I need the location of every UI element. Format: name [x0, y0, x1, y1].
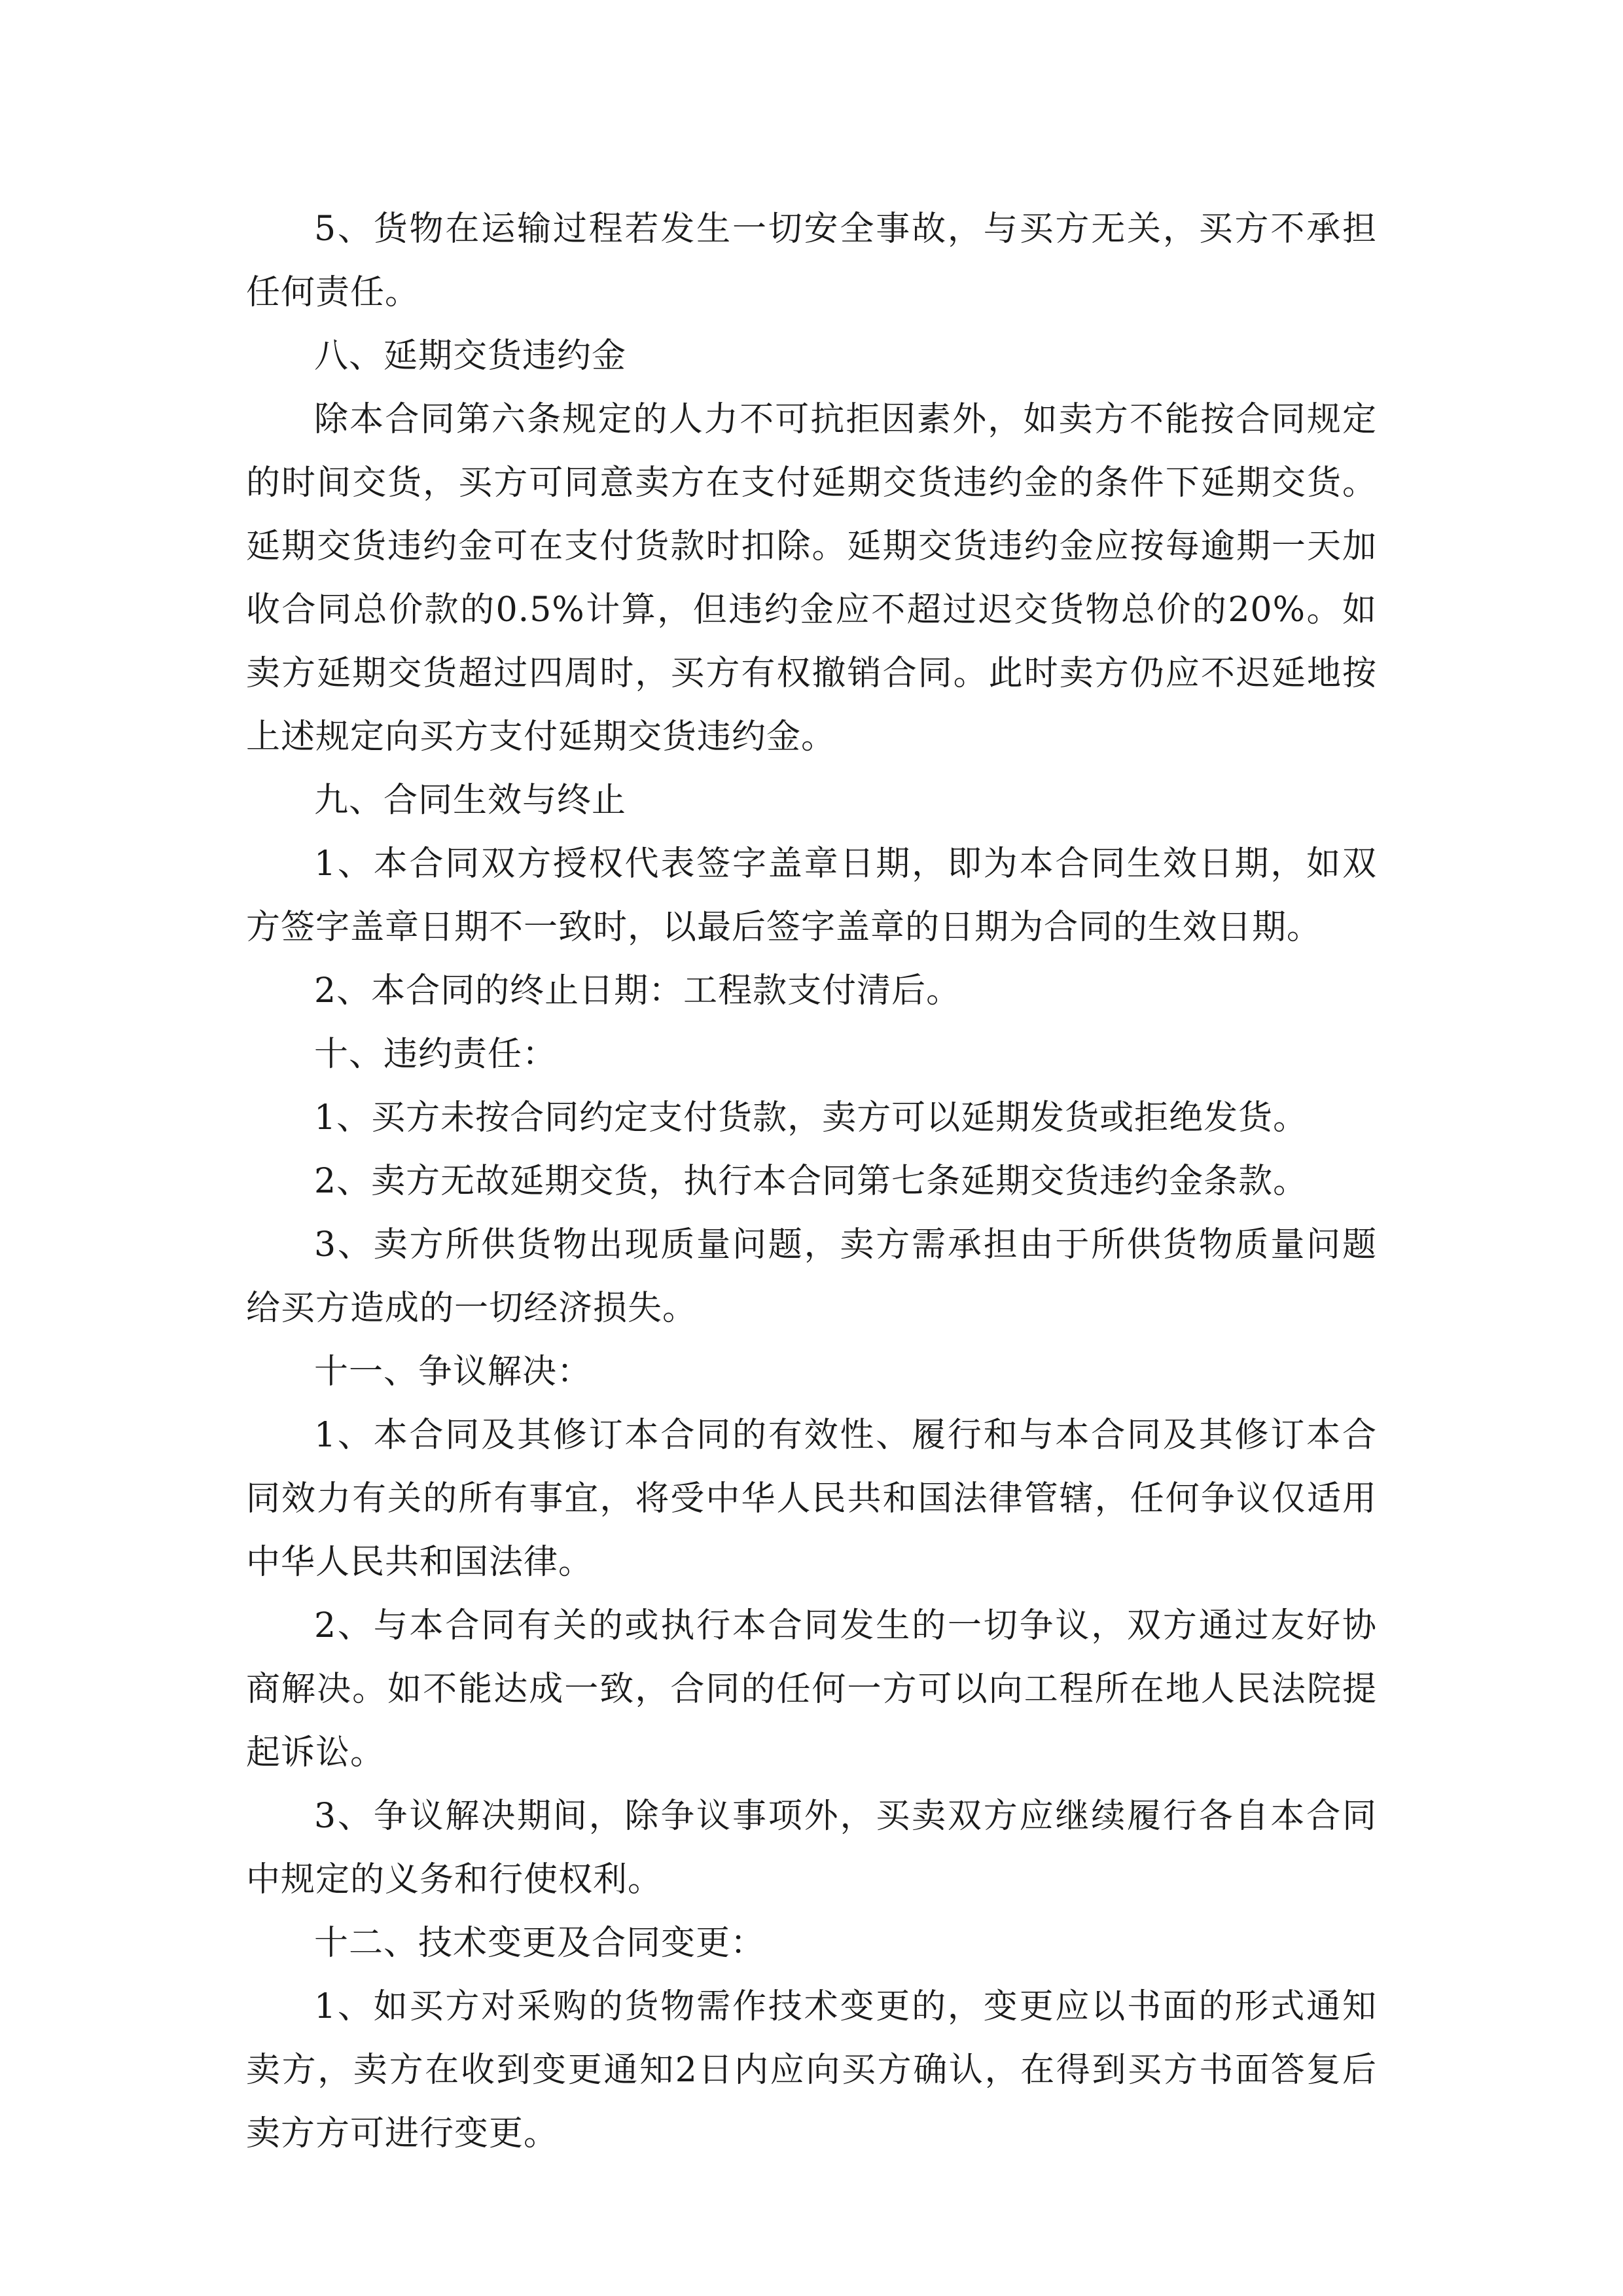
document-body: [246, 198, 1377, 2166]
clause-10-item-1: 1、买方未按合同约定支付货款，卖方可以延期发货或拒绝发货。: [314, 1098, 1308, 1138]
section-heading-12: 十二、技术变更及合同变更：: [314, 1924, 766, 1963]
clause-11-item-2: 2、与本合同有关的或执行本合同发生的一切争议，双方通过友好协商解决。如不能达成一致，合同的任何一方可以向工程所在地人民法院提起诉讼。: [246, 1606, 1377, 1772]
section-heading-10: 十、违约责任：: [314, 1035, 558, 1074]
clause-9-item-2: 2、本合同的终止日期：工程款支付清后。: [314, 971, 961, 1011]
clause-9-item-1: 1、本合同双方授权代表签字盖章日期，即为本合同生效日期，如双方签字盖章日期不一致时，以最后签字盖章的日期为合同的生效日期。: [246, 844, 1377, 947]
clause-11-item-3: 3、争议解决期间，除争议事项外，买卖双方应继续履行各自本合同中规定的义务和行使权利。: [246, 1797, 1377, 1899]
section-heading-9: 九、合同生效与终止: [314, 781, 627, 820]
clause-12-item-1: 1、如买方对采购的货物需作技术变更的，变更应以书面的形式通知卖方，卖方在收到变更通知2日内应向买方确认，在得到买方书面答复后卖方方可进行变更。: [246, 1987, 1377, 2153]
clause-8-body: 除本合同第六条规定的人力不可抗拒因素外，如卖方不能按合同规定的时间交货，买方可同意卖方在支付延期交货违约金的条件下延期交货。延期交货违约金可在支付货款时扣除。延期交货违约金应按每逾期一天加收合同总价款的0.5%计算，但违约金应不超过迟交货物总价的20%。如卖方延期交货超过四周时，买方有权撤销合同。此时卖方仍应不迟延地按上述规定向买方支付延期交货违约金。: [246, 400, 1377, 757]
section-heading-11: 十一、争议解决：: [314, 1352, 592, 1391]
section-heading-8: 八、延期交货违约金: [314, 336, 627, 376]
clause-10-item-3: 3、卖方所供货物出现质量问题，卖方需承担由于所供货物质量问题给买方造成的一切经济损失。: [246, 1225, 1377, 1328]
clause-11-item-1: 1、本合同及其修订本合同的有效性、履行和与本合同及其修订本合同效力有关的所有事宜，将受中华人民共和国法律管辖，任何争议仅适用中华人民共和国法律。: [246, 1416, 1377, 1582]
clause-10-item-2: 2、卖方无故延期交货，执行本合同第七条延期交货违约金条款。: [314, 1162, 1308, 1201]
clause-7-item-5: 5、货物在运输过程若发生一切安全事故，与买方无关，买方不承担任何责任。: [246, 209, 1377, 312]
